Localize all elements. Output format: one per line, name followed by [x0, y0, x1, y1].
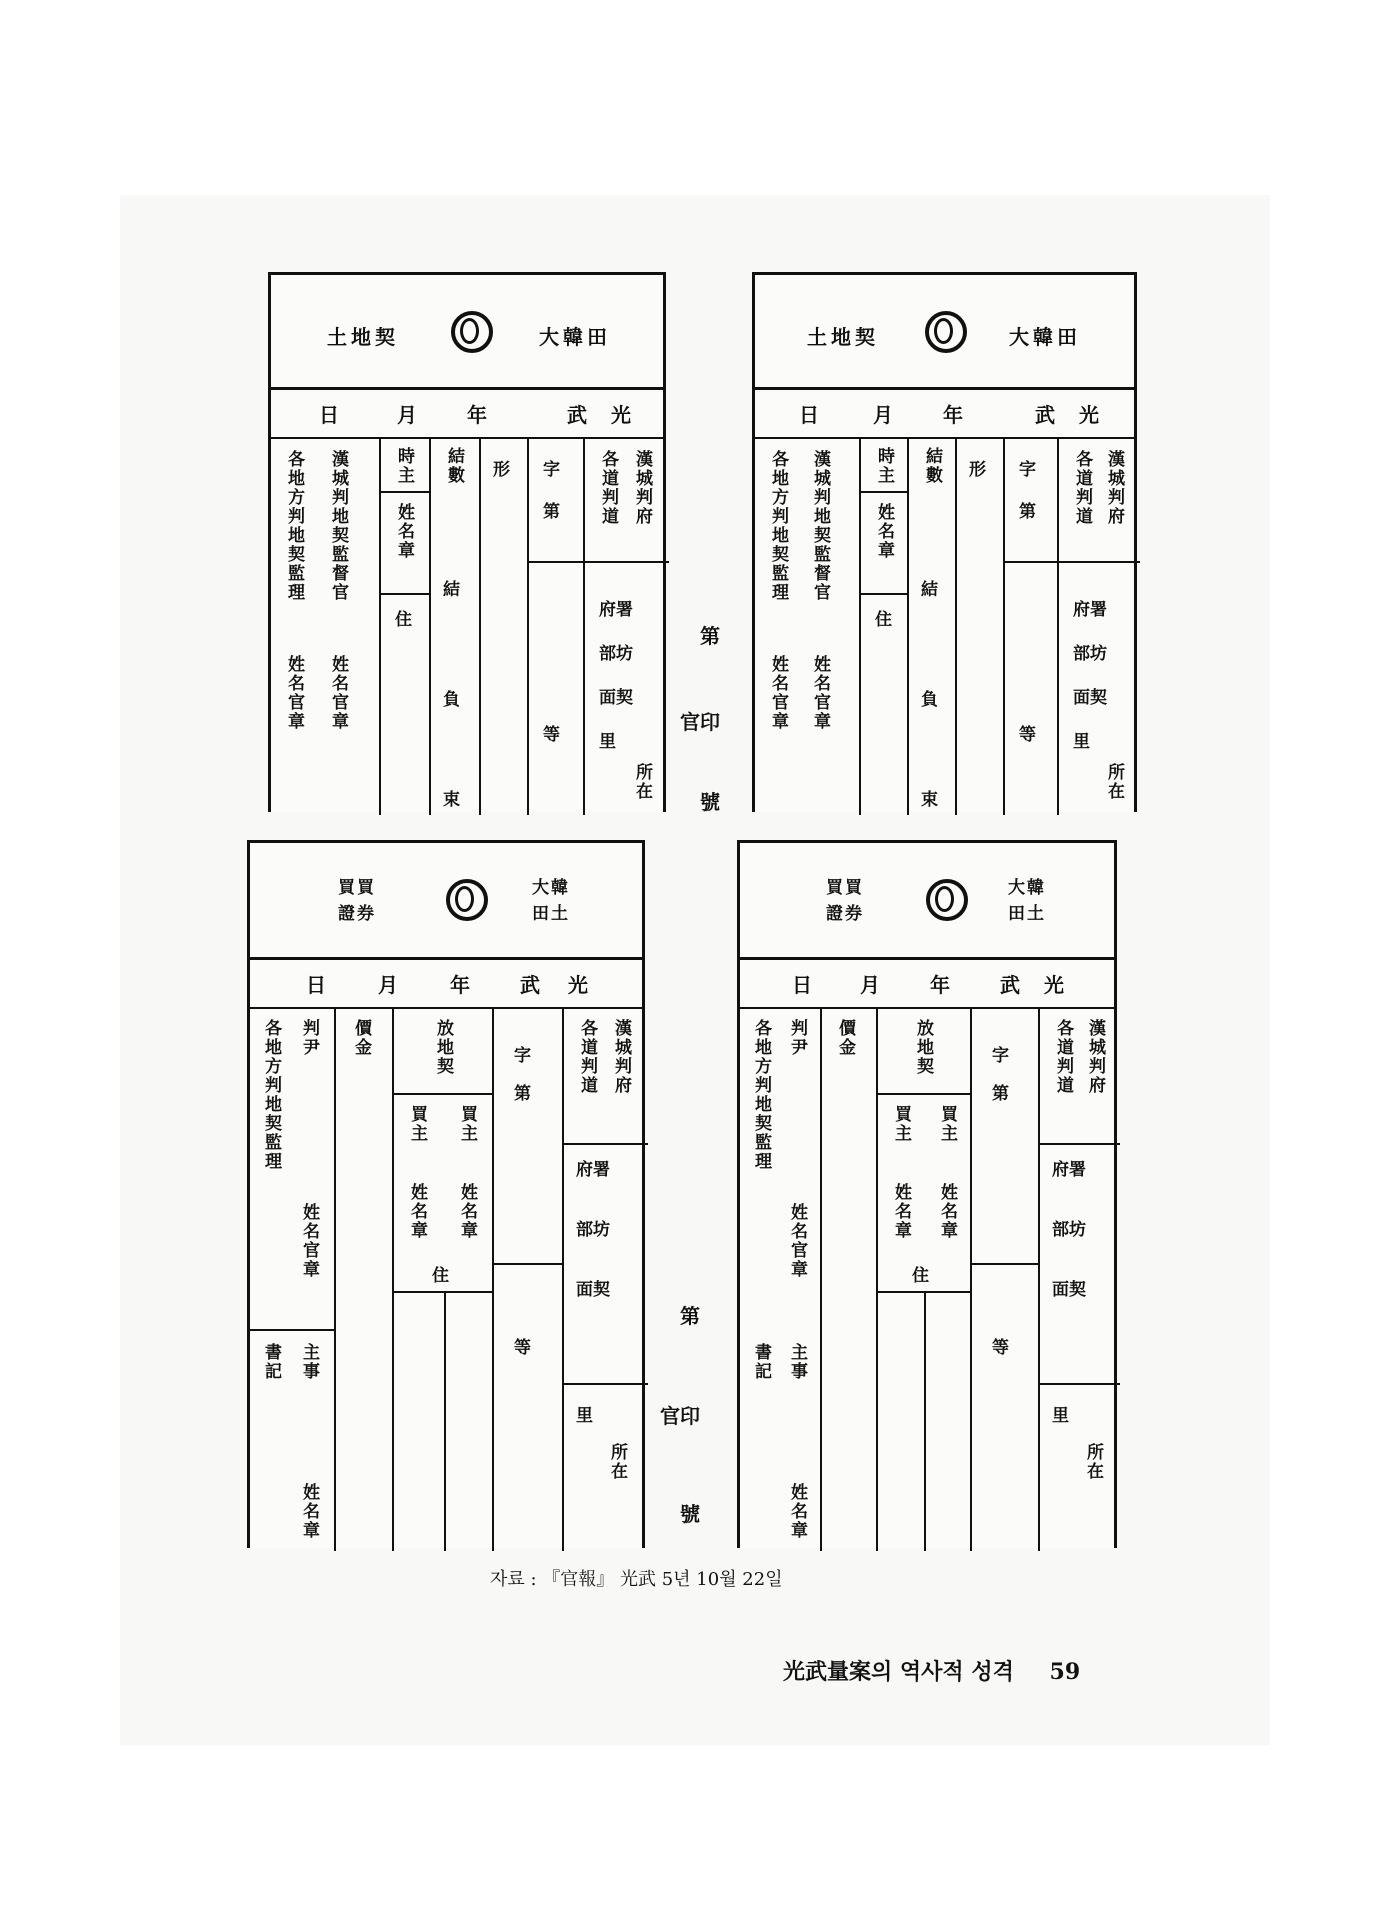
date-year-label: 年	[943, 403, 963, 427]
location-label: 所在	[632, 763, 652, 801]
deed-form-bottom-left	[247, 840, 645, 1548]
grid-line	[583, 437, 585, 815]
seal-icon	[925, 311, 967, 353]
owner-name-label: 姓名章	[457, 1183, 477, 1240]
form-title-left-bottom: 證券	[826, 904, 864, 924]
grid-line	[907, 437, 909, 815]
grid-line	[392, 1291, 492, 1293]
grid-line	[876, 1093, 970, 1095]
page-number: 59	[1049, 1659, 1081, 1685]
grid-line	[379, 437, 381, 815]
jubu-label: 主事	[299, 1343, 319, 1381]
subdivision-label: 府署	[1052, 1160, 1086, 1180]
page-footer	[783, 1655, 1080, 1686]
owner-name-label: 姓名章	[407, 1183, 427, 1240]
date-month-label: 月	[378, 973, 398, 997]
price-label: 價金	[351, 1019, 371, 1057]
grid-line	[250, 1329, 334, 1331]
sok-label: 束	[443, 790, 460, 810]
grid-line	[444, 1291, 446, 1551]
grid-line	[859, 593, 907, 595]
name-seal-label: 姓名官章	[328, 655, 348, 731]
grid-line	[1038, 1383, 1120, 1385]
shape-label: 形	[969, 460, 986, 480]
date-month-label: 月	[860, 973, 880, 997]
grid-line	[859, 491, 907, 493]
form-title-right: 大韓田	[1009, 325, 1081, 349]
grid-line	[392, 1093, 492, 1095]
date-day-label: 日	[792, 973, 812, 997]
village-label: 里	[576, 1406, 593, 1426]
seal-icon	[926, 879, 968, 921]
seller-label: 買主	[891, 1105, 911, 1143]
center-official-seal: 官印	[660, 1404, 700, 1428]
jurisdiction-label: 漢城判府	[611, 1019, 631, 1095]
subdivision-label: 府署	[1073, 600, 1107, 620]
provinces-label: 各道判道	[1053, 1019, 1073, 1095]
jurisdiction-label: 漢城判府	[1104, 450, 1124, 526]
fields-label: 等	[992, 1338, 1009, 1358]
provinces-label: 各道判道	[577, 1019, 597, 1095]
name-seal-label: 姓名官章	[768, 655, 788, 731]
form-header	[250, 843, 642, 960]
number-label: 第	[992, 1084, 1009, 1104]
owner-name-label: 姓名章	[394, 503, 414, 560]
number-label: 第	[543, 502, 560, 522]
name-seal-label: 姓名官章	[284, 655, 304, 731]
subdivision-label: 府署	[599, 600, 633, 620]
grid-line	[379, 491, 429, 493]
ward-label: 部坊	[1052, 1220, 1086, 1240]
seoul-officer-label: 漢城判地契監督官	[328, 450, 348, 602]
local-chief-label: 各地方判地契監理	[284, 450, 304, 602]
seogi-label: 書記	[261, 1343, 281, 1381]
local-chief-label: 各地方判地契監理	[261, 1019, 281, 1171]
owner-name-label: 姓名章	[937, 1183, 957, 1240]
grid-line	[392, 1007, 394, 1551]
village-label: 里	[1052, 1406, 1069, 1426]
date-day-label: 日	[306, 973, 326, 997]
grid-line	[1003, 561, 1140, 563]
district-label: 面契	[1052, 1280, 1086, 1300]
owner-name-label: 姓名章	[891, 1183, 911, 1240]
form-header	[755, 275, 1134, 390]
location-label: 所在	[607, 1443, 627, 1481]
form-title-right-bottom: 田土	[1008, 904, 1046, 924]
seller-label: 買主	[407, 1105, 427, 1143]
deed-form-bottom-right	[737, 840, 1117, 1548]
village-label: 里	[1073, 732, 1090, 752]
owner-label: 時主	[394, 447, 414, 485]
jubu-label: 主事	[787, 1343, 807, 1381]
center-number-top: 第	[700, 624, 720, 648]
date-year-label: 年	[467, 403, 487, 427]
date-mu-label: 武	[1035, 403, 1055, 427]
date-year-label: 年	[450, 973, 470, 997]
grid-line	[859, 437, 861, 815]
price-label: 價金	[835, 1019, 855, 1057]
date-guang-label: 光	[1079, 403, 1099, 427]
grid-line	[955, 437, 957, 815]
form-title-right-top: 大韓	[532, 878, 570, 898]
seal-icon	[451, 311, 493, 353]
seal-icon	[446, 879, 488, 921]
subdivision-label: 府署	[576, 1160, 610, 1180]
gyeol-label: 結	[443, 580, 460, 600]
source-caption: 자료 : 『官報』 光武 5년 10월 22일	[490, 1569, 783, 1590]
fields-label: 等	[514, 1338, 531, 1358]
jurisdiction-label: 漢城判府	[1085, 1019, 1105, 1095]
grid-line	[527, 437, 529, 815]
gyeol-label: 結	[921, 580, 938, 600]
character-label: 字	[992, 1046, 1009, 1066]
grid-line	[429, 437, 431, 815]
date-bar	[755, 387, 1134, 439]
date-mu-label: 武	[567, 403, 587, 427]
grid-line	[924, 1291, 926, 1551]
district-label: 面契	[1073, 688, 1107, 708]
center-number-bottom: 號	[680, 1502, 700, 1526]
date-month-label: 月	[873, 403, 893, 427]
count-label: 結數	[444, 447, 464, 485]
local-chief-label: 各地方判地契監理	[751, 1019, 771, 1171]
form-title-left-bottom: 證券	[338, 904, 376, 924]
grid-line	[1003, 437, 1005, 815]
contract-label: 放地契	[433, 1019, 453, 1076]
grid-line	[970, 1007, 972, 1551]
fields-label: 等	[543, 725, 560, 745]
grid-line	[492, 1263, 562, 1265]
grid-line	[562, 1383, 648, 1385]
center-official-seal: 官印	[680, 710, 720, 734]
provinces-label: 各道判道	[1072, 450, 1092, 526]
owner-name-label: 姓名章	[299, 1483, 319, 1540]
grid-line	[820, 1007, 822, 1551]
grid-line	[970, 1263, 1038, 1265]
form-header	[740, 843, 1114, 960]
buyer-label: 買主	[937, 1105, 957, 1143]
form-title-left: 土地契	[807, 325, 879, 349]
grid-line	[379, 593, 429, 595]
local-chief-label: 各地方判地契監理	[768, 450, 788, 602]
land-contract-form-top-right	[752, 272, 1137, 812]
residence-label: 住	[395, 610, 412, 630]
character-label: 字	[1019, 460, 1036, 480]
jurisdiction-label: 漢城判府	[632, 450, 652, 526]
name-seal-label: 姓名官章	[787, 1203, 807, 1279]
date-guang-label: 光	[568, 973, 588, 997]
name-seal-label: 姓名官章	[299, 1203, 319, 1279]
form-title-left: 土地契	[327, 325, 399, 349]
shape-label: 形	[493, 460, 510, 480]
date-day-label: 日	[799, 403, 819, 427]
fields-label: 等	[1019, 725, 1036, 745]
date-day-label: 日	[319, 403, 339, 427]
form-title-left-top: 買買	[826, 878, 864, 898]
seoul-officer-label: 漢城判地契監督官	[810, 450, 830, 602]
contract-label: 放地契	[913, 1019, 933, 1076]
sok-label: 束	[921, 790, 938, 810]
date-bar	[740, 957, 1114, 1009]
cheolbu-label: 判尹	[299, 1019, 319, 1057]
owner-label: 時主	[874, 447, 894, 485]
grid-line	[876, 1007, 878, 1551]
grid-line	[1038, 1143, 1120, 1145]
provinces-label: 各道判道	[598, 450, 618, 526]
date-guang-label: 光	[1044, 973, 1064, 997]
character-label: 字	[543, 460, 560, 480]
bu-label: 負	[921, 690, 938, 710]
district-label: 面契	[599, 688, 633, 708]
seogi-label: 書記	[751, 1343, 771, 1381]
date-year-label: 年	[930, 973, 950, 997]
number-label: 第	[1019, 502, 1036, 522]
form-title-right-bottom: 田土	[532, 904, 570, 924]
number-label: 第	[514, 1084, 531, 1104]
date-guang-label: 光	[611, 403, 631, 427]
location-label: 所在	[1104, 763, 1124, 801]
grid-line	[479, 437, 481, 815]
owner-name-label: 姓名章	[874, 503, 894, 560]
grid-line	[492, 1007, 494, 1551]
date-month-label: 月	[397, 403, 417, 427]
character-label: 字	[514, 1046, 531, 1066]
form-title-left-top: 買買	[338, 878, 376, 898]
owner-name-label: 姓名章	[787, 1483, 807, 1540]
date-mu-label: 武	[1000, 973, 1020, 997]
form-title-right-top: 大韓	[1008, 878, 1046, 898]
center-number-top: 第	[680, 1304, 700, 1328]
cheolbu-label: 判尹	[787, 1019, 807, 1057]
buyer-label: 買主	[457, 1105, 477, 1143]
date-bar	[271, 387, 663, 439]
name-seal-label: 姓名官章	[810, 655, 830, 731]
district-label: 面契	[576, 1280, 610, 1300]
date-mu-label: 武	[520, 973, 540, 997]
grid-line	[562, 1143, 648, 1145]
residence-label: 住	[875, 610, 892, 630]
land-contract-form-top-left	[268, 272, 666, 812]
ward-label: 部坊	[599, 644, 633, 664]
count-label: 結數	[922, 447, 942, 485]
form-title-right: 大韓田	[539, 325, 611, 349]
residence-label: 住	[912, 1266, 929, 1286]
ward-label: 部坊	[576, 1220, 610, 1240]
grid-line	[876, 1291, 970, 1293]
village-label: 里	[599, 732, 616, 752]
bu-label: 負	[443, 690, 460, 710]
residence-label: 住	[432, 1266, 449, 1286]
grid-line	[1057, 437, 1059, 815]
grid-line	[1038, 1007, 1040, 1551]
date-bar	[250, 957, 642, 1009]
grid-line	[334, 1007, 336, 1551]
ward-label: 部坊	[1073, 644, 1107, 664]
form-header	[271, 275, 663, 390]
grid-line	[527, 561, 669, 563]
footer-title: 光武量案의 역사적 성격	[783, 1659, 1014, 1685]
center-number-bottom: 號	[700, 790, 720, 814]
location-label: 所在	[1083, 1443, 1103, 1481]
grid-line	[562, 1007, 564, 1551]
